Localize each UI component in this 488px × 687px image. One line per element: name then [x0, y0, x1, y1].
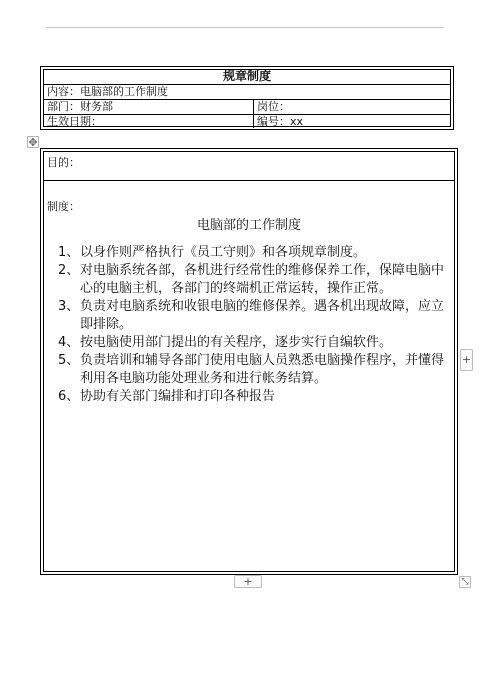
list-item-number: 6、: [58, 389, 80, 404]
header-info-table-inner: [43, 69, 451, 127]
page-header-rule: [46, 27, 444, 28]
list-item: [58, 244, 444, 262]
table-resize-handle-icon[interactable]: ⤡: [459, 576, 471, 588]
list-item-text: 负责对电脑系统和收银电脑的维修保养。遇各机出现故障，应立即排除。: [80, 299, 445, 332]
list-item: [58, 262, 444, 298]
effective-date-row: [44, 115, 450, 128]
position-cell[interactable]: 岗位：: [253, 100, 450, 114]
rules-table-inner: [43, 151, 455, 572]
add-row-button[interactable]: +: [234, 575, 262, 588]
list-item: [58, 352, 444, 388]
header-info-table: [40, 66, 454, 130]
number-cell[interactable]: 编号：xx: [253, 115, 450, 128]
list-item: [58, 298, 444, 334]
add-column-button[interactable]: +: [460, 349, 473, 371]
list-item-text: 负责培训和辅导各部门使用电脑人员熟悉电脑操作程序，并懂得利用各电脑功能处理业务和进行帐务结算。: [80, 353, 445, 386]
list-item: [58, 334, 444, 352]
list-item-text: 以身作则严格执行《员工守则》和各项规章制度。: [80, 245, 367, 260]
list-item-number: 1、: [58, 245, 80, 260]
content-row: [44, 85, 450, 100]
effective-date-cell[interactable]: 生效日期：: [47, 115, 102, 128]
rules-heading: 电脑部的工作制度: [196, 218, 301, 233]
content-cell[interactable]: 内容：电脑部的工作制度: [47, 85, 168, 98]
rules-list[interactable]: [58, 244, 444, 406]
title-row: [44, 70, 450, 85]
document-title[interactable]: 规章制度: [222, 69, 271, 83]
list-item-text: 协助有关部门编排和打印各种报告: [80, 389, 276, 404]
list-item-text: 按电脑使用部门提出的有关程序，逐步实行自编软件。: [80, 335, 393, 350]
purpose-cell[interactable]: 目的：: [44, 152, 454, 181]
list-item-number: 4、: [58, 335, 80, 350]
rules-label: 制度：: [47, 200, 80, 213]
department-cell[interactable]: 部门：财务部: [47, 100, 113, 113]
list-item-number: 2、: [58, 263, 80, 278]
list-item-text: 对电脑系统各部，各机进行经常性的维修保养工作，保障电脑中心的电脑主机，各部门的终端机正常运转，操作正常。: [80, 263, 445, 296]
list-item: [58, 388, 444, 406]
list-item-number: 3、: [58, 299, 80, 314]
table-move-handle-icon[interactable]: ✥: [28, 136, 38, 149]
rules-table: [40, 148, 458, 575]
department-row: [44, 100, 450, 115]
list-item-number: 5、: [58, 353, 80, 368]
